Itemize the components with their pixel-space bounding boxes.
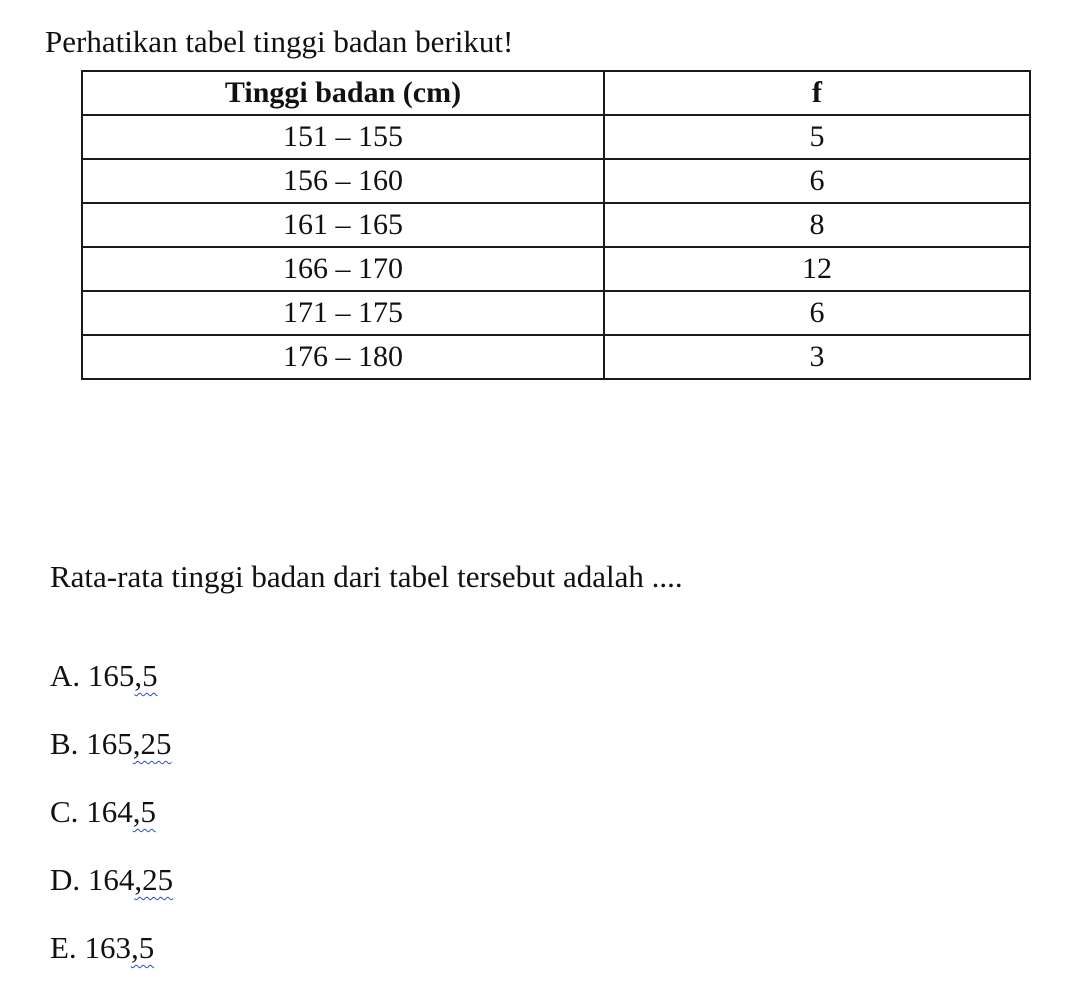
option-c [50,786,173,854]
option-letter: A. [50,658,81,693]
option-value-integer: 163 [84,930,131,965]
option-letter: E. [50,930,77,965]
intro-text: Perhatikan tabel tinggi badan berikut! [45,24,514,59]
height-frequency-table [81,70,1031,380]
cell-interval: 166 – 170 [82,247,604,291]
table-row [82,335,1030,379]
option-value-integer: 165 [87,658,135,693]
option-letter: D. [50,862,81,897]
cell-frequency: 5 [604,115,1030,159]
table-row [82,159,1030,203]
option-e [50,922,173,990]
table-row [82,247,1030,291]
cell-interval: 151 – 155 [82,115,604,159]
table-row [82,115,1030,159]
option-value-decimal: ,5 [132,794,156,829]
table-header-row [82,71,1030,115]
cell-interval: 156 – 160 [82,159,604,203]
cell-interval: 161 – 165 [82,203,604,247]
cell-frequency: 6 [604,159,1030,203]
header-height: Tinggi badan (cm) [82,71,604,115]
cell-frequency: 6 [604,291,1030,335]
answer-options [50,650,173,990]
question-text: Rata-rata tinggi badan dari tabel tersebut adalah .... [50,559,683,594]
cell-frequency: 12 [604,247,1030,291]
cell-interval: 171 – 175 [82,291,604,335]
option-b [50,718,173,786]
table-row [82,203,1030,247]
option-a [50,650,173,718]
cell-frequency: 3 [604,335,1030,379]
option-value-decimal: ,5 [134,658,158,693]
table-row [82,291,1030,335]
option-value-integer: 164 [86,794,133,829]
option-value-decimal: ,5 [130,930,155,965]
cell-interval: 176 – 180 [82,335,604,379]
option-d [50,854,173,922]
header-frequency: f [604,71,1030,115]
option-value-integer: 164 [87,862,135,897]
option-letter: C. [50,794,79,829]
option-letter: B. [50,726,79,761]
option-value-decimal: ,25 [132,726,172,761]
option-value-decimal: ,25 [134,862,174,897]
option-value-integer: 165 [86,726,133,761]
cell-frequency: 8 [604,203,1030,247]
